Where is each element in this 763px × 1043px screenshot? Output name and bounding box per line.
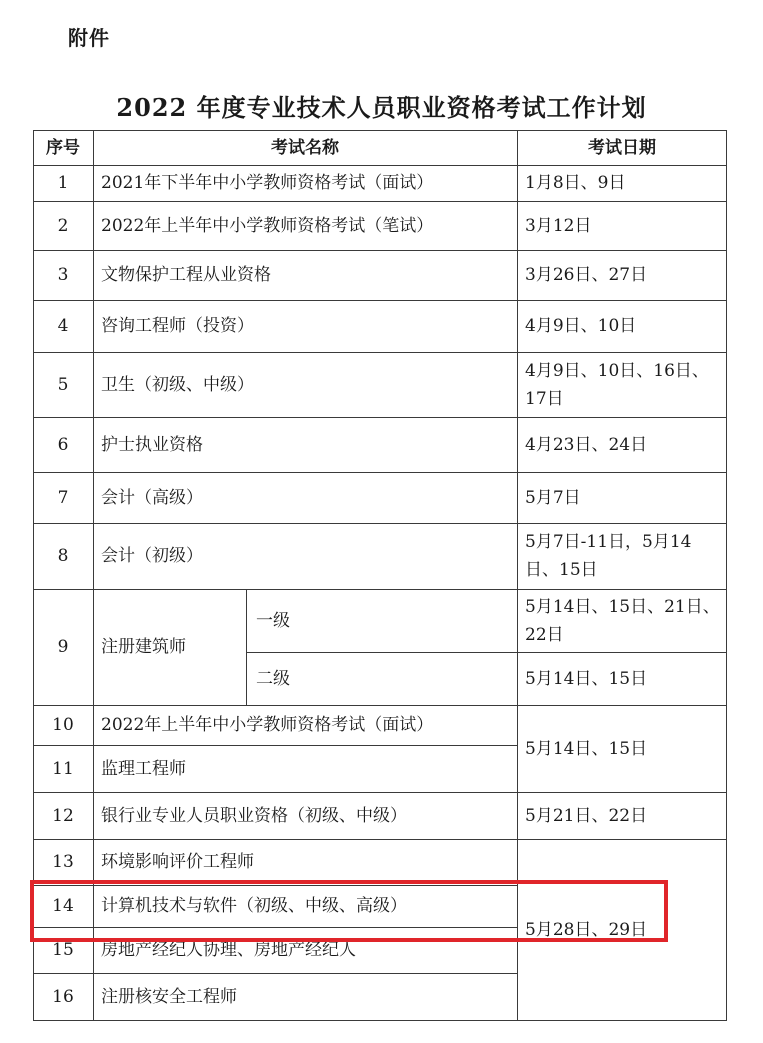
exam-name: 注册建筑师 — [101, 637, 186, 657]
exam-name: 会计（高级） — [101, 487, 203, 508]
row-number: 3 — [57, 265, 69, 285]
exam-date: 5月7日 — [525, 487, 581, 508]
row-number: 15 — [52, 940, 74, 960]
row-number: 14 — [52, 896, 74, 916]
row-number: 16 — [52, 986, 74, 1007]
exam-sub-level: 二级 — [256, 668, 290, 689]
exam-date: 4月9日、10日 — [525, 316, 637, 336]
row-number: 13 — [52, 852, 74, 872]
document-title: 2022 年度专业技术人员职业资格考试工作计划 — [116, 93, 647, 122]
attachment-label: 附件 — [68, 26, 110, 50]
exam-name: 计算机技术与软件（初级、中级、高级） — [101, 896, 407, 916]
row-number: 8 — [57, 546, 69, 566]
highlight-box — [30, 880, 668, 942]
exam-name: 咨询工程师（投资） — [101, 316, 254, 336]
row-number: 9 — [57, 637, 69, 657]
exam-date-merged: 5月28日、29日 — [525, 919, 648, 940]
exam-name: 银行业专业人员职业资格（初级、中级） — [101, 805, 407, 826]
exam-date: 1月8日、9日 — [525, 173, 626, 193]
row-number: 5 — [57, 374, 69, 395]
exam-date: 4月23日、24日 — [525, 434, 648, 455]
row-number: 4 — [57, 316, 69, 336]
row-number: 12 — [52, 805, 74, 826]
exam-name: 监理工程师 — [101, 758, 186, 779]
exam-date-merged: 5月14日、15日 — [525, 738, 648, 759]
exam-date: 3月26日、27日 — [525, 265, 648, 285]
row-number: 6 — [57, 434, 69, 455]
exam-name: 2022年上半年中小学教师资格考试（面试） — [101, 715, 434, 735]
exam-name: 会计（初级） — [101, 546, 203, 566]
header-no: 序号 — [46, 137, 80, 158]
row-number: 7 — [57, 487, 69, 508]
exam-name: 环境影响评价工程师 — [101, 852, 254, 872]
exam-date: 4月9日、10日、16日、17日 — [525, 360, 709, 409]
exam-sub-level: 一级 — [256, 610, 290, 631]
exam-date: 5月14日、15日、21日、22日 — [525, 596, 720, 645]
row-number: 11 — [52, 758, 74, 779]
exam-name: 护士执业资格 — [101, 434, 203, 455]
exam-date: 5月7日-11日，5月14日、15日 — [525, 532, 692, 580]
exam-name: 卫生（初级、中级） — [101, 374, 254, 395]
exam-date: 5月14日、15日 — [525, 668, 648, 689]
exam-name: 2021年下半年中小学教师资格考试（面试） — [101, 173, 434, 193]
exam-date: 5月21日、22日 — [525, 805, 648, 826]
exam-name: 文物保护工程从业资格 — [101, 265, 271, 285]
header-name: 考试名称 — [271, 137, 339, 158]
row-number: 1 — [57, 173, 69, 193]
row-number: 2 — [57, 215, 69, 236]
exam-date: 3月12日 — [525, 215, 592, 236]
exam-name: 房地产经纪人协理、房地产经纪人 — [101, 940, 356, 960]
exam-name: 2022年上半年中小学教师资格考试（笔试） — [101, 215, 434, 236]
header-date: 考试日期 — [588, 137, 656, 158]
row-number: 10 — [52, 715, 74, 735]
exam-name: 注册核安全工程师 — [101, 986, 237, 1007]
